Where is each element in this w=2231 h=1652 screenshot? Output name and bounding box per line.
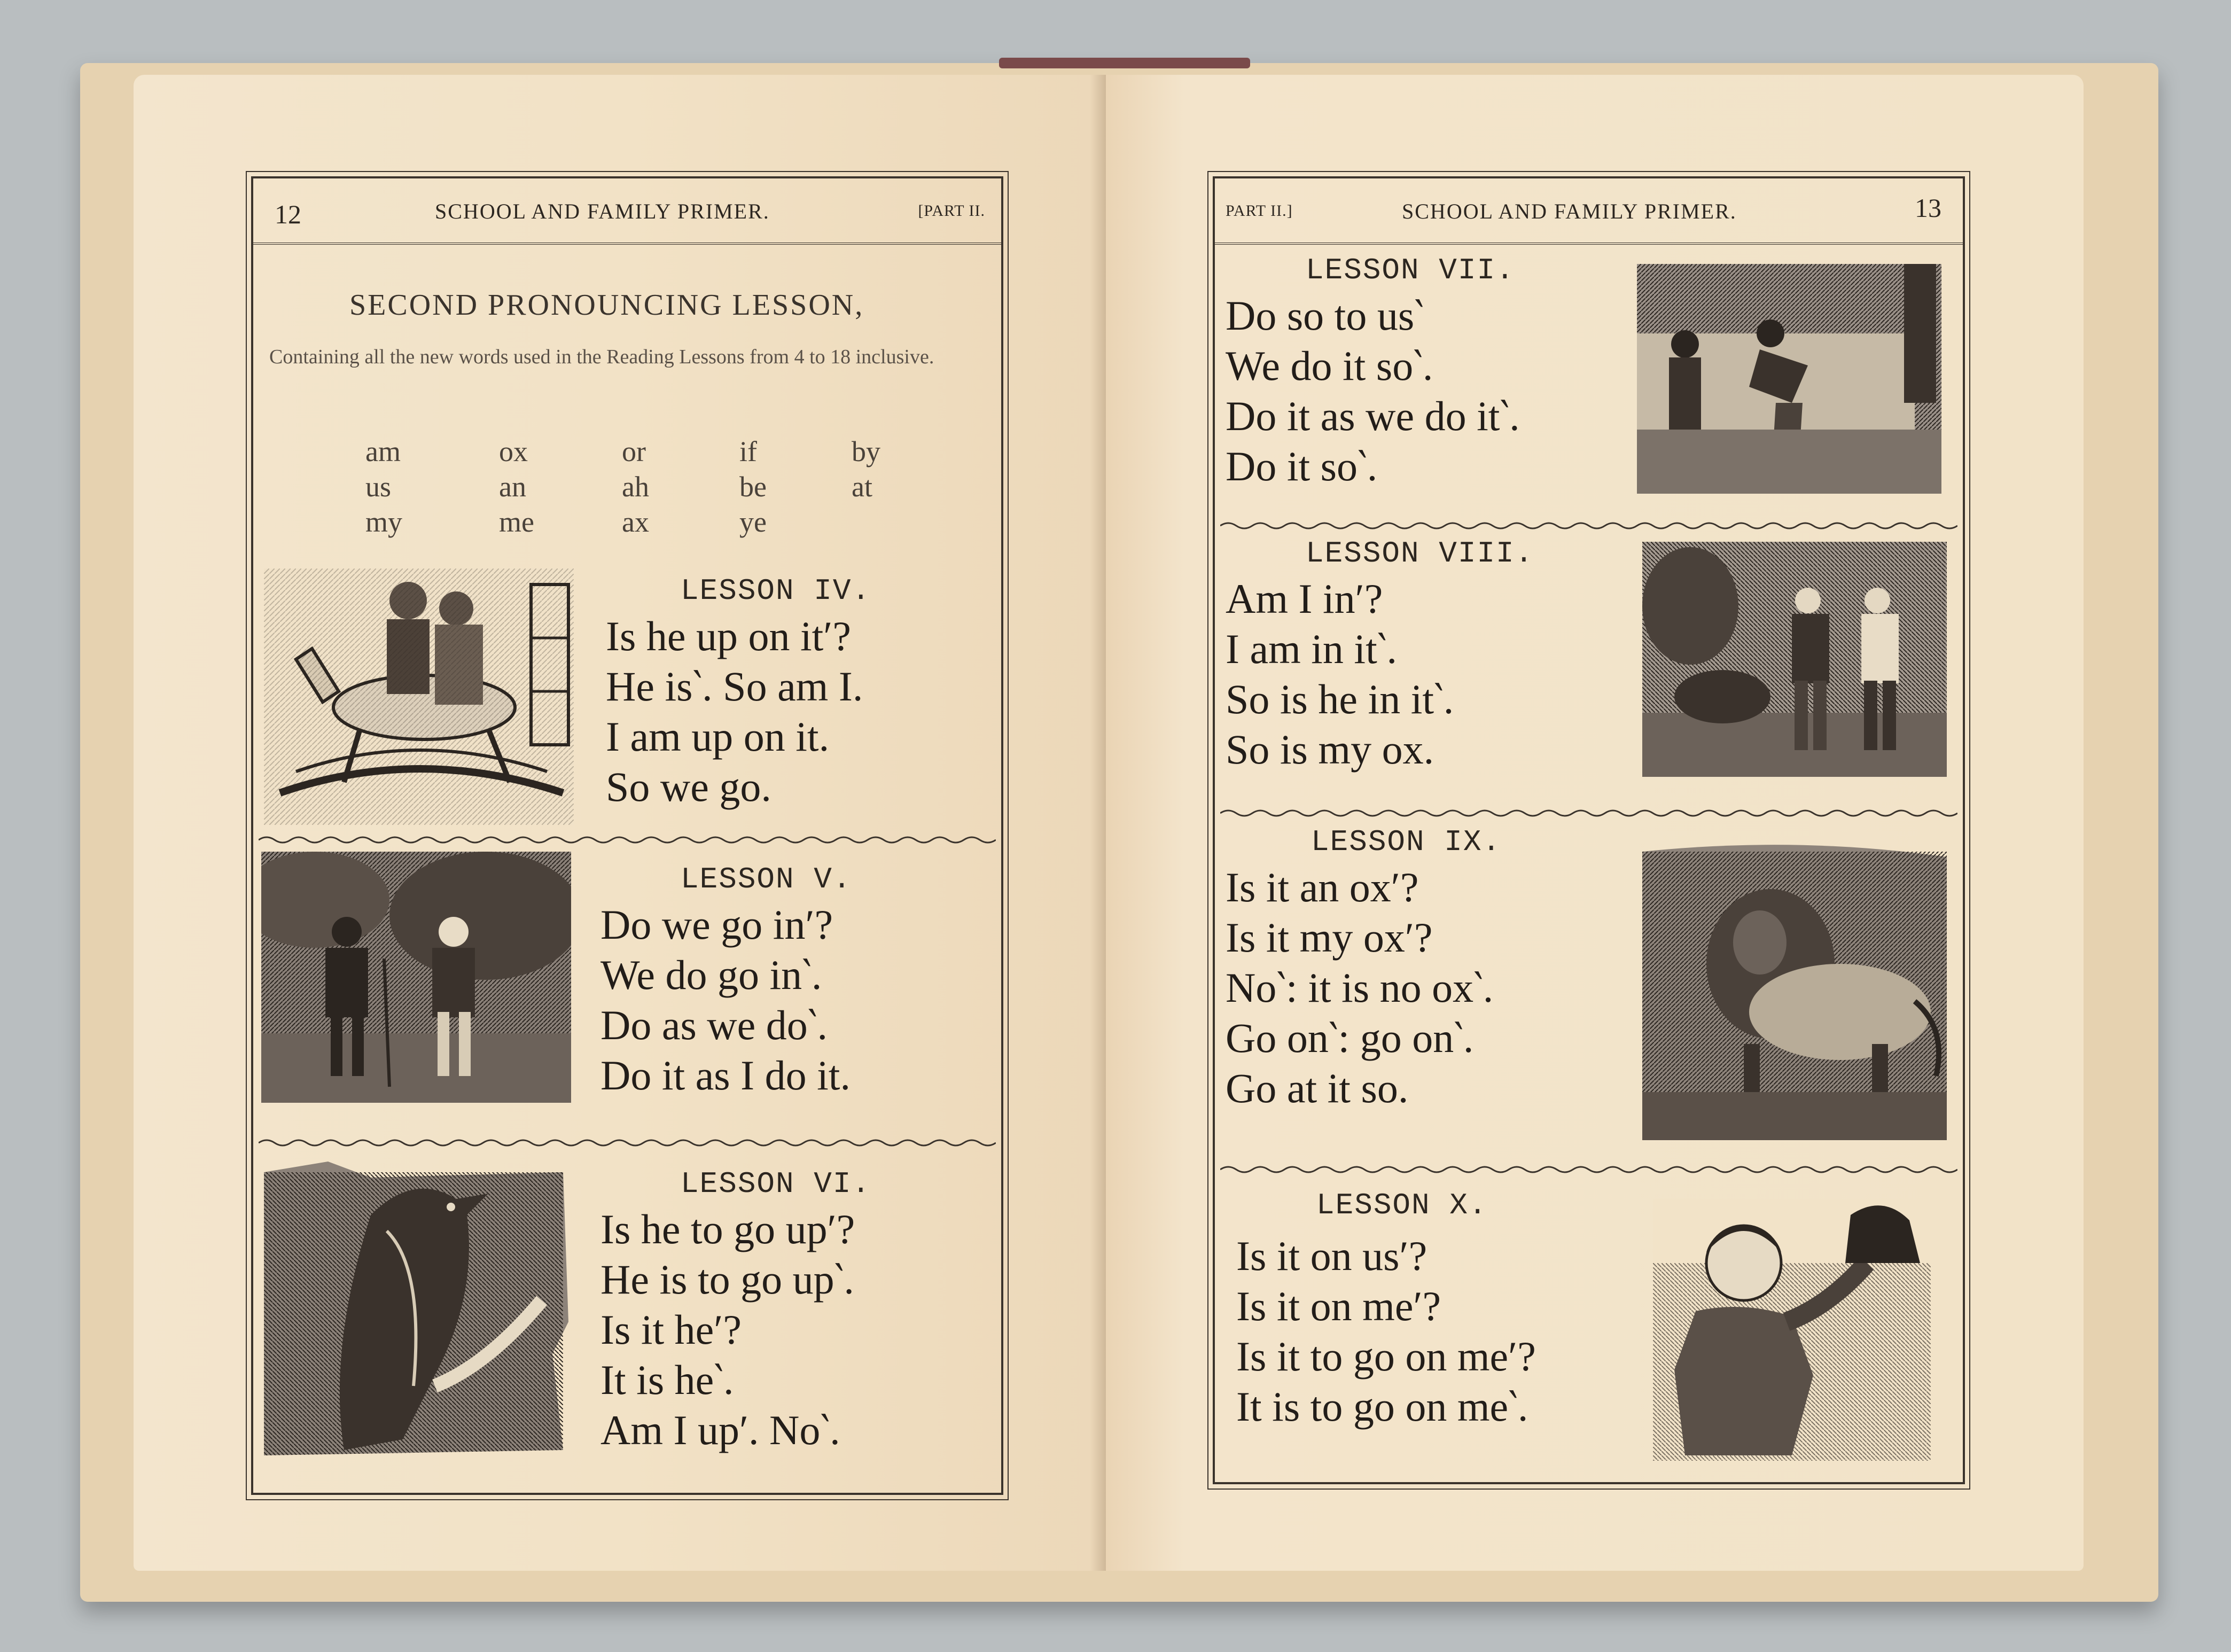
lesson-line: It is to go on me‵. [1236,1383,1528,1430]
lesson-vi [253,1156,1001,1487]
lesson-line: Is it my ox′? [1226,914,1433,961]
lesson-line: Is he up on it′? [606,613,851,659]
lesson-text [600,1204,855,1455]
lesson-line: Go at it so. [1226,1065,1409,1111]
lesson-title: LESSON VI. [681,1167,871,1201]
wavy-divider [259,1137,996,1148]
word: ye [739,506,767,538]
lesson-title: LESSON VIII. [1306,536,1534,571]
word: ox [499,435,528,467]
word: be [739,471,767,503]
men-with-ox-engraving [1642,542,1947,777]
left-page [134,75,1106,1571]
lesson-subheading: Containing all the new words used in the Reading Lessons from 4 to 18 inclusive. [269,346,934,368]
lesson-title: LESSON X. [1316,1188,1488,1222]
wavy-divider [259,835,996,845]
word: us [365,471,392,503]
wavy-divider [1220,520,1957,531]
lesson-line: Is it to go on me′? [1236,1333,1536,1380]
word: by [852,435,880,467]
lesson-line: Do it as we do it‵. [1226,393,1520,439]
left-page-frame [251,176,1003,1495]
lesson-text [1226,862,1493,1113]
lesson-ix [1215,820,1963,1162]
two-men-walking-engraving [261,852,571,1103]
lesson-line: Do it as I do it. [600,1052,851,1098]
part-label: [PART II. [918,202,985,220]
word: ax [622,506,649,538]
part-label: PART II.] [1226,202,1293,220]
page-number: 12 [275,199,301,229]
lesson-line: Is he to go up′? [600,1206,855,1252]
lesson-text [606,611,863,812]
lesson-line: So is he in it‵. [1226,676,1454,722]
word: an [499,471,526,503]
lesson-line: We do it so‵. [1226,342,1433,389]
lesson-line: We do go in‵. [600,952,822,998]
lesson-line: Do as we do‵. [600,1002,828,1048]
running-title: SCHOOL AND FAMILY PRIMER. [1402,199,1737,223]
lesson-title: LESSON IV. [681,574,871,608]
lesson-heading: SECOND PRONOUNCING LESSON, [349,289,864,322]
lesson-line: It is he‵. [600,1357,734,1403]
lesson-line: Do so to us‵ [1226,292,1424,339]
lesson-line: Is it on us′? [1236,1233,1427,1279]
lion-engraving [1637,841,1952,1146]
right-running-head [1215,178,1963,245]
lesson-line: Do it so‵. [1226,443,1378,489]
running-title: SCHOOL AND FAMILY PRIMER. [435,199,770,223]
word-list [253,435,1001,552]
lesson-text [1236,1231,1536,1432]
lesson-line: He is to go up‵. [600,1256,854,1303]
lesson-vii [1215,248,1963,520]
lesson-title: LESSON VII. [1306,253,1515,287]
lesson-viii [1215,531,1963,809]
lesson-line: Is it on me′? [1236,1283,1441,1329]
lesson-text [1226,574,1454,775]
lesson-line: Go on‵: go on‵. [1226,1015,1474,1061]
rocking-horse-engraving [264,568,574,825]
lesson-text [1226,291,1520,492]
lesson-iv [253,563,1001,836]
word: am [365,435,401,467]
lesson-line: Is it he′? [600,1306,742,1353]
left-running-head [253,178,1001,245]
lesson-text [600,900,851,1101]
page-number: 13 [1915,193,1941,223]
lesson-v [253,852,1001,1140]
lesson-line: He is‵. So am I. [606,663,863,710]
word: me [499,506,534,538]
lesson-line: I am in it‵. [1226,626,1397,672]
word: ah [622,471,649,503]
book-spine [999,58,1250,68]
right-page-frame [1213,176,1965,1484]
lesson-line: So is my ox. [1226,726,1434,773]
eagle-engraving [264,1162,574,1461]
word: or [622,435,646,467]
wavy-divider [1220,1164,1957,1175]
lesson-line: So we go. [606,763,771,810]
lesson-line: Am I up′. No‵. [600,1407,840,1453]
word: if [739,435,757,467]
lesson-line: I am up on it. [606,713,830,760]
boy-with-hat-engraving [1653,1199,1931,1461]
right-page [1106,75,2084,1571]
lesson-line: Do we go in′? [600,901,833,948]
lesson-title: LESSON V. [681,862,852,897]
lesson-line: Is it an ox′? [1226,864,1419,910]
boys-playing-engraving [1637,264,1941,494]
word: at [852,471,872,503]
lesson-x [1215,1178,1963,1466]
wavy-divider [1220,808,1957,819]
lesson-title: LESSON IX. [1311,825,1502,859]
word: my [365,506,403,538]
lesson-line: Am I in′? [1226,575,1383,622]
lesson-line: No‵: it is no ox‵. [1226,964,1494,1011]
